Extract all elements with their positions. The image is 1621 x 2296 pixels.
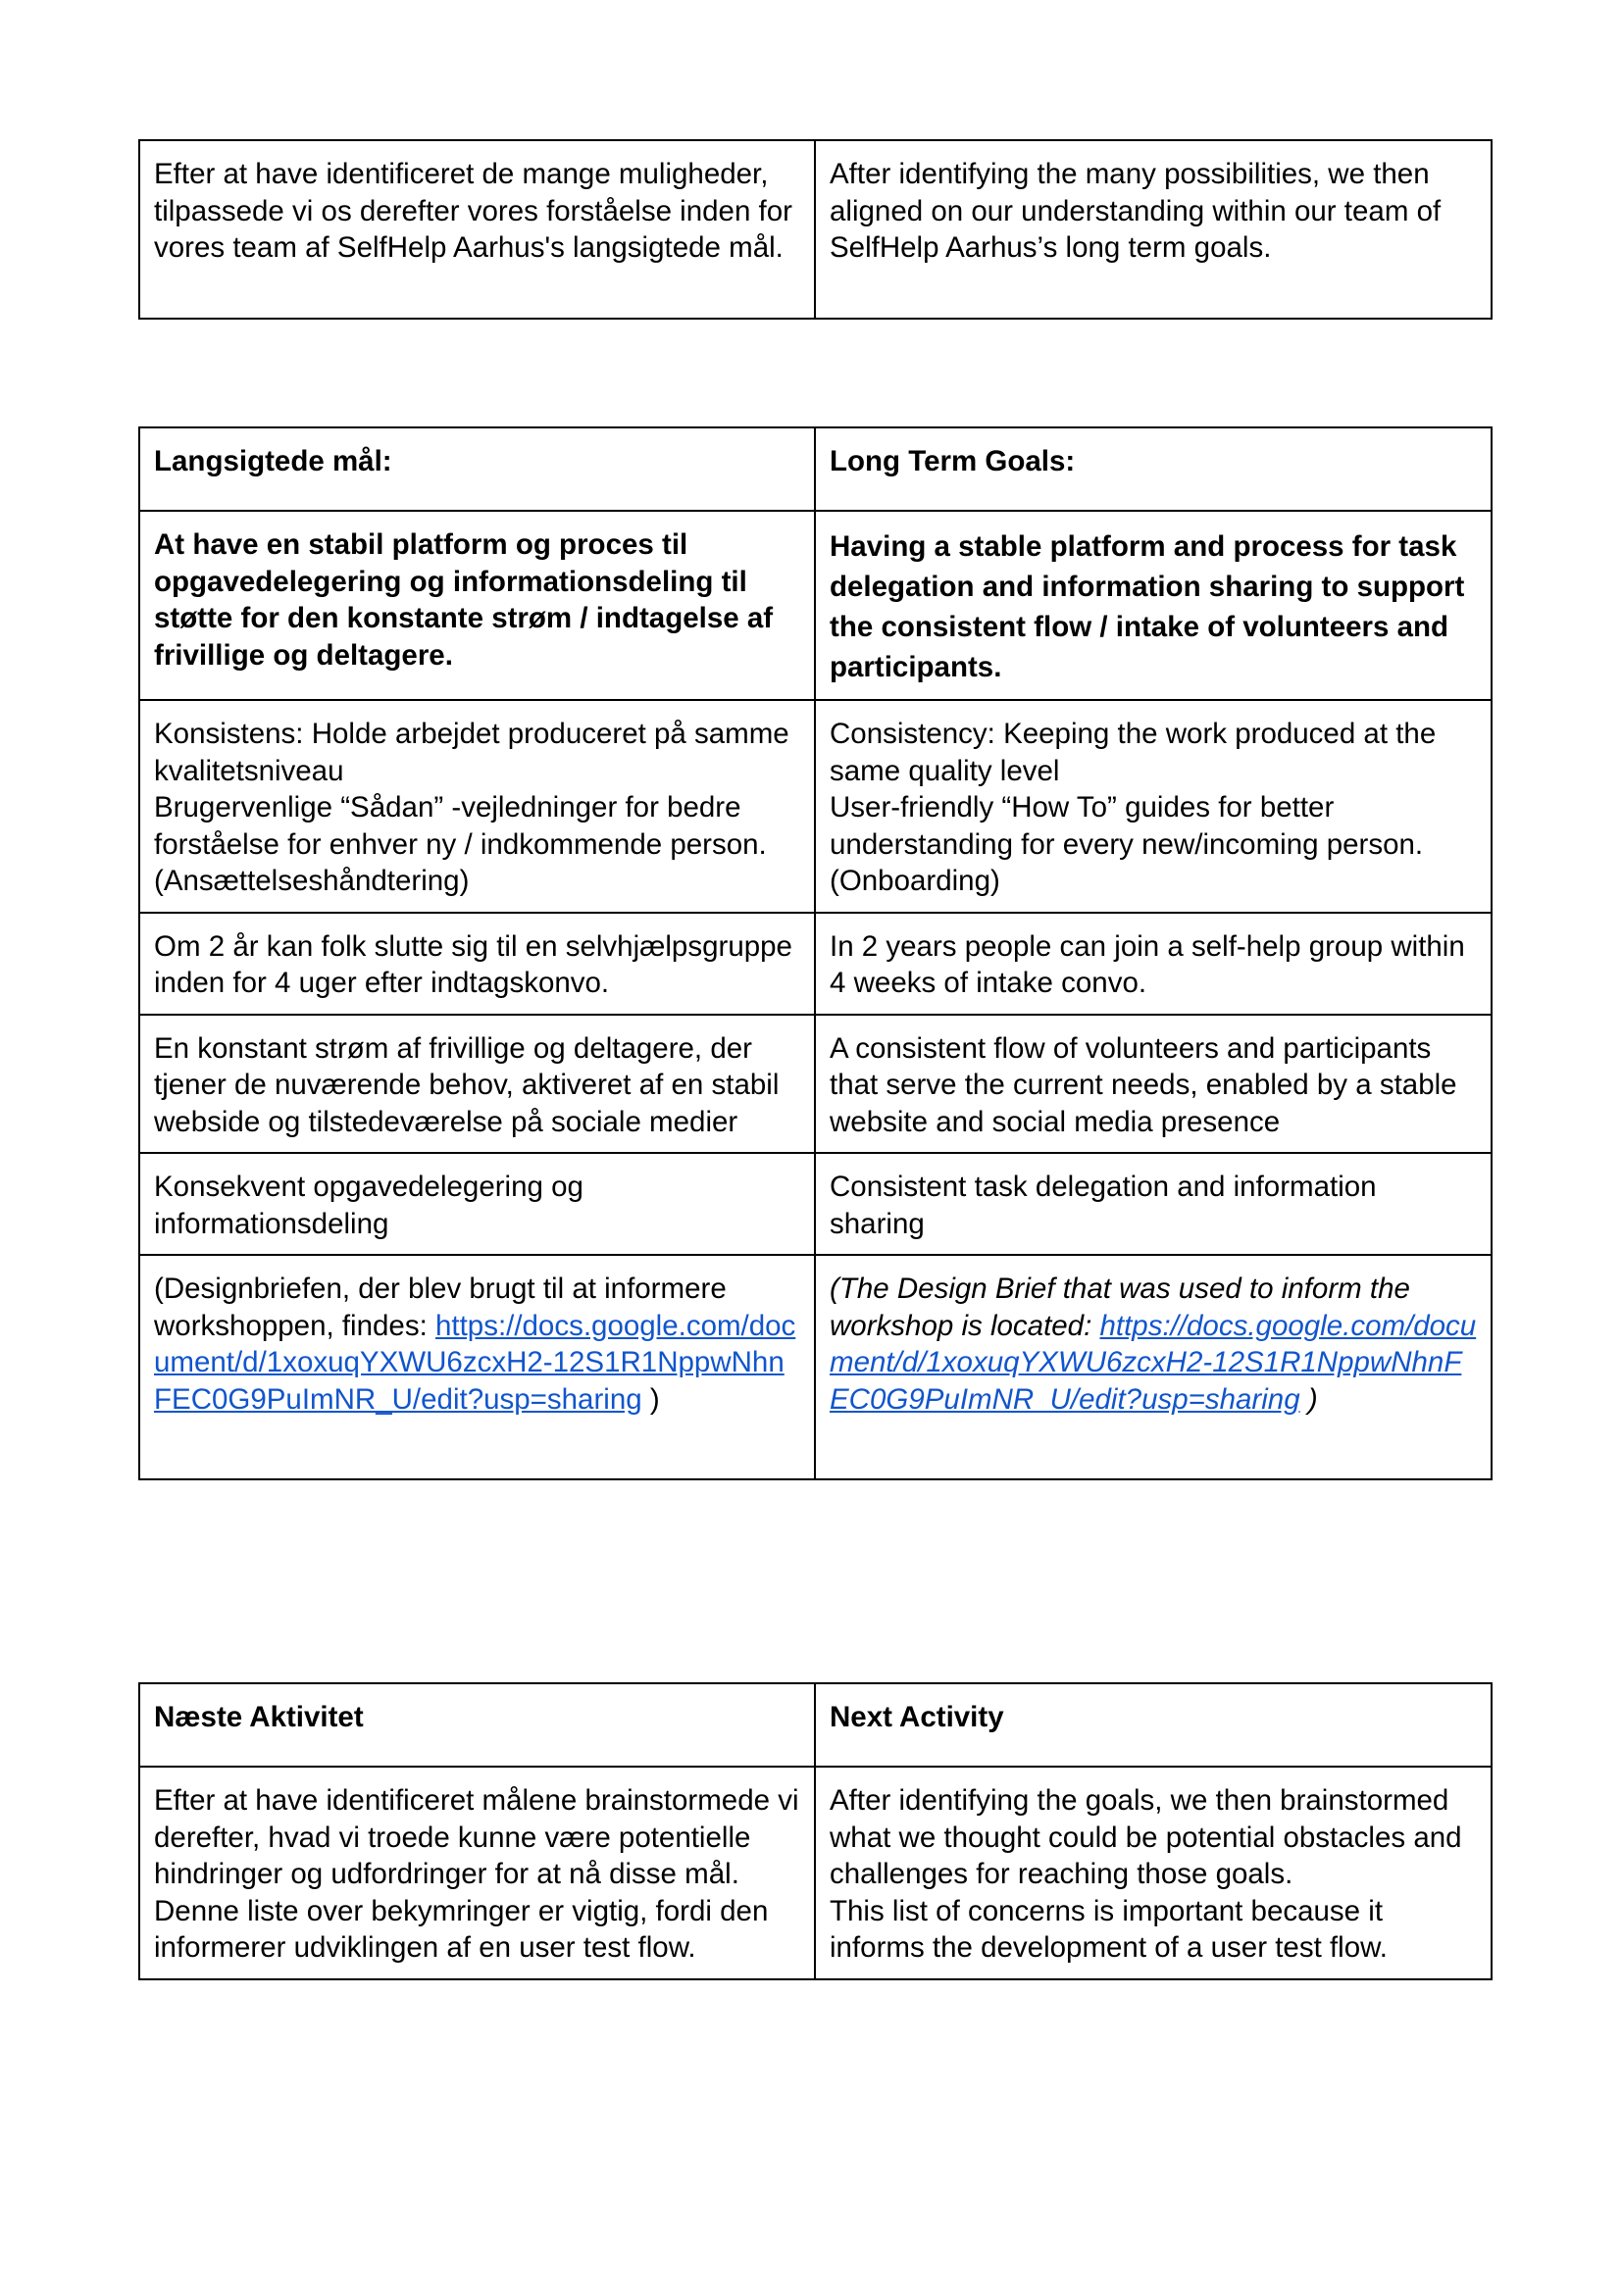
next-activity-paragraph: This list of concerns is important because it informs the development of a user test flow. xyxy=(830,1894,1388,1964)
next-activity-body-english xyxy=(815,1767,1492,1979)
next-activity-header-danish: Næste Aktivitet xyxy=(139,1683,815,1767)
next-activity-paragraph: Denne liste over bekymringer er vigtig, fordi den informerer udviklingen af en user test flow. xyxy=(154,1894,769,1964)
next-activity-header-english: Next Activity xyxy=(815,1683,1492,1767)
goals-flow-row xyxy=(139,1015,1492,1154)
next-activity-body-row xyxy=(139,1767,1492,1979)
goals-flow-danish: En konstant strøm af frivillige og deltagere, der tjener de nuværende behov, aktiveret af en stabil webside og tilstedeværelse på sociale medier xyxy=(139,1015,815,1154)
guides-line: User-friendly “How To” guides for better understanding for every new/incoming person. xyxy=(830,791,1424,861)
guides-line: Brugervenlige “Sådan” -vejledninger for bedre forståelse for enhver ny / indkommende person. xyxy=(154,791,767,861)
goals-delegation-danish: Konsekvent opgavedelegering og informationsdeling xyxy=(139,1153,815,1255)
goals-consistency-danish xyxy=(139,700,815,913)
goals-flow-english: A consistent flow of volunteers and participants that serve the current needs, enabled by a stable website and social media presence xyxy=(815,1015,1492,1154)
design-brief-close-paren: ) xyxy=(1299,1382,1318,1416)
goals-header-row xyxy=(139,427,1492,511)
intro-english-cell: After identifying the many possibilities, we then aligned on our understanding within our team of SelfHelp Aarhus’s long term goals. xyxy=(815,140,1492,319)
next-activity-table xyxy=(138,1682,1493,1980)
goals-consistency-english xyxy=(815,700,1492,913)
design-brief-link[interactable]: https://docs.google.com/document/d/1xoxuqYXWU6zcxH2-12S1R1NppwNhnFEC0G9PuImNR_U/edit?usp=sharing xyxy=(830,1309,1477,1416)
design-brief-english-text: (The Design Brief that was used to inform the workshop is located: xyxy=(830,1273,1410,1342)
goals-header-danish: Langsigtede mål: xyxy=(139,427,815,511)
intro-table xyxy=(138,139,1493,320)
design-brief-link[interactable]: https://docs.google.com/document/d/1xoxuqYXWU6zcxH2-12S1R1NppwNhnFEC0G9PuImNR_U/edit?usp=sharing xyxy=(154,1309,796,1416)
design-brief-danish-text: (Designbriefen, der blev brugt til at informere workshoppen, findes: xyxy=(154,1273,727,1342)
design-brief-english xyxy=(815,1255,1492,1479)
goals-two-years-row xyxy=(139,913,1492,1015)
goals-delegation-english: Consistent task delegation and information sharing xyxy=(815,1153,1492,1255)
onboarding-line: (Ansættelseshåndtering) xyxy=(154,865,470,897)
design-brief-danish xyxy=(139,1255,815,1479)
consistency-line: Consistency: Keeping the work produced at the same quality level xyxy=(830,718,1437,787)
goals-consistency-row xyxy=(139,700,1492,913)
goals-summary-danish: At have en stabil platform og proces til opgavedelegering og informationsdeling til støtte for den konstante strøm / indtagelse af frivillige og deltagere. xyxy=(139,511,815,700)
design-brief-close-paren: ) xyxy=(641,1382,660,1416)
next-activity-header-row xyxy=(139,1683,1492,1767)
goals-design-brief-row xyxy=(139,1255,1492,1479)
goals-delegation-row xyxy=(139,1153,1492,1255)
goals-two-years-english: In 2 years people can join a self-help group within 4 weeks of intake convo. xyxy=(815,913,1492,1015)
next-activity-paragraph: Efter at have identificeret målene brainstormede vi derefter, hvad vi troede kunne være potentielle hindringer og udfordringer for at nå disse mål. xyxy=(154,1784,799,1890)
intro-danish-cell: Efter at have identificeret de mange muligheder, tilpassede vi os derefter vores forståelse inden for vores team af SelfHelp Aarhus's langsigtede mål. xyxy=(139,140,815,319)
goals-header-english: Long Term Goals: xyxy=(815,427,1492,511)
consistency-line: Konsistens: Holde arbejdet produceret på samme kvalitetsniveau xyxy=(154,718,789,787)
long-term-goals-table xyxy=(138,426,1493,1480)
goals-summary-english: Having a stable platform and process for task delegation and information sharing to support the consistent flow / intake of volunteers and participants. xyxy=(815,511,1492,700)
goals-summary-row xyxy=(139,511,1492,700)
next-activity-body-danish xyxy=(139,1767,815,1979)
goals-two-years-danish: Om 2 år kan folk slutte sig til en selvhjælpsgruppe inden for 4 uger efter indtagskonvo. xyxy=(139,913,815,1015)
intro-row xyxy=(139,140,1492,319)
onboarding-line: (Onboarding) xyxy=(830,865,1000,897)
next-activity-paragraph: After identifying the goals, we then brainstormed what we thought could be potential obstacles and challenges for reaching those goals. xyxy=(830,1784,1462,1890)
